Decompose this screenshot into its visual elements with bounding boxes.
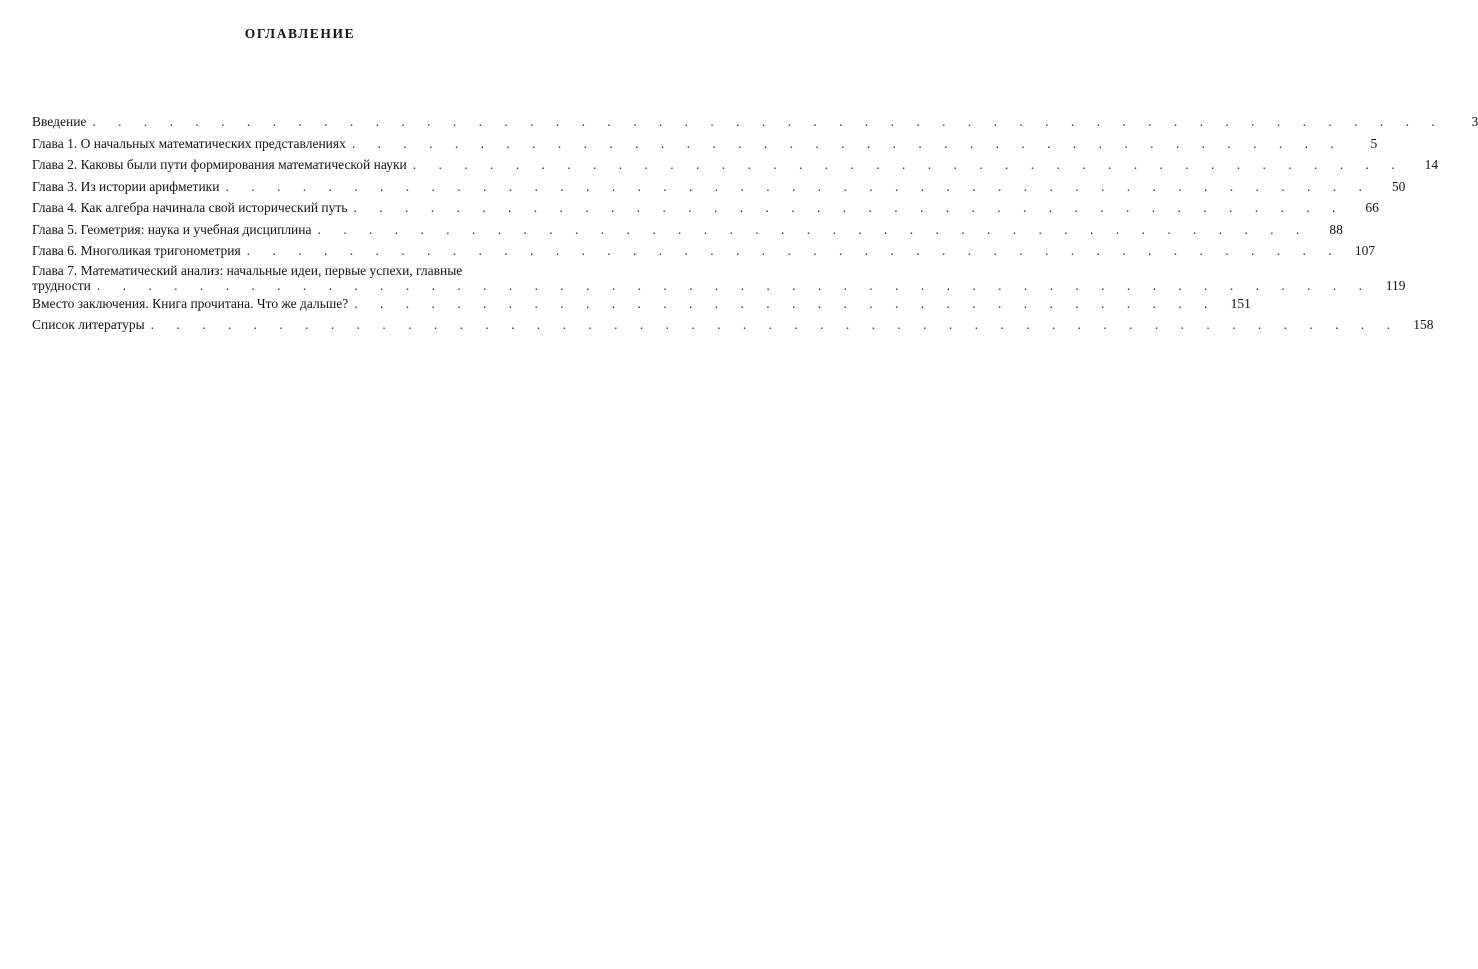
toc-entry-page: 119: [1385, 277, 1406, 293]
toc-entry: [32, 293, 1251, 315]
toc-list: [32, 111, 1478, 336]
toc-entry: [32, 111, 1478, 133]
toc-entry: [32, 219, 1343, 241]
dot-leader: . . . . . . . . . . . . . . . . . . . . . . . . . . . . . . . . . . . . . . . . . . .: [246, 243, 1342, 258]
toc-entry-page: 88: [1329, 221, 1343, 237]
dot-leader: . . . . . . . . . . . . . . . . . . . . . . . . . . . . . . . . . . . . . . .: [353, 200, 1345, 215]
toc-entry-label-continued: трудности: [32, 277, 91, 293]
toc-entry-label: Глава 4. Как алгебра начинала свой исторический путь: [32, 200, 348, 215]
toc-entry-label: Глава 1. О начальных математических представлениях: [32, 135, 346, 151]
toc-entry-label: Глава 2. Каковы были пути формирования математической науки: [32, 157, 407, 172]
toc-entry-page: 14: [1424, 157, 1439, 172]
toc-entry-label: Введение: [32, 114, 87, 129]
page-title: ОГЛАВЛЕНИЕ: [244, 26, 356, 41]
toc-entry: [32, 154, 1439, 176]
toc-entry: [32, 314, 1434, 336]
toc-entry: [32, 240, 1376, 262]
dot-leader: . . . . . . . . . . . . . . . . . . . . . . . . . . . . . . . . . . . . . . . . . . . . . . . . . . . . .: [92, 114, 1445, 129]
toc-entry: [32, 262, 1406, 293]
dot-leader: . . . . . . . . . . . . . . . . . . . . . . . . . . . . . . . . . . . . . . .: [412, 157, 1405, 172]
toc-entry-page: 158: [1413, 317, 1434, 332]
toc-entry: [32, 133, 1378, 155]
toc-entry-page: 50: [1391, 178, 1406, 194]
toc-entry-label: Глава 7. Математический анализ: начальные идеи, первые успехи, главные: [32, 262, 463, 278]
dot-leader: . . . . . . . . . . . . . . . . . . . . . . . . . . . . . . . . . . . . . . . . . . . . .: [225, 178, 1372, 194]
toc-entry-label: Список литературы: [32, 317, 145, 332]
toc-entry-page: 5: [1370, 135, 1378, 151]
toc-entry-page: 66: [1365, 200, 1379, 215]
toc-entry-label: Глава 5. Геометрия: наука и учебная дисциплина: [32, 221, 312, 237]
toc-entry-label: Вместо заключения. Книга прочитана. Что же дальше?: [32, 295, 349, 311]
toc-entry-page: 107: [1354, 243, 1376, 258]
dot-leader: . . . . . . . . . . . . . . . . . . . . . . . . . . . . . . . . . .: [354, 295, 1217, 311]
toc-entry-page: 3: [1471, 114, 1478, 129]
dot-leader: . . . . . . . . . . . . . . . . . . . . . . . . . . . . . . . . . . . . . . .: [317, 221, 1309, 237]
toc-entry-page: 151: [1230, 295, 1251, 311]
toc-entry-label: Глава 6. Многоликая тригонометрия: [32, 243, 241, 258]
dot-leader: . . . . . . . . . . . . . . . . . . . . . . . . . . . . . . . . . . . . . . . . . . . . . . . . . .: [96, 277, 1372, 293]
toc-entry: [32, 176, 1406, 198]
dot-leader: . . . . . . . . . . . . . . . . . . . . . . . . . . . . . . . . . . . . . . .: [351, 135, 1344, 151]
dot-leader: . . . . . . . . . . . . . . . . . . . . . . . . . . . . . . . . . . . . . . . . . . . . . . . . .: [150, 317, 1400, 332]
toc-entry: [32, 197, 1379, 219]
toc-entry-label: Глава 3. Из истории арифметики: [32, 178, 220, 194]
